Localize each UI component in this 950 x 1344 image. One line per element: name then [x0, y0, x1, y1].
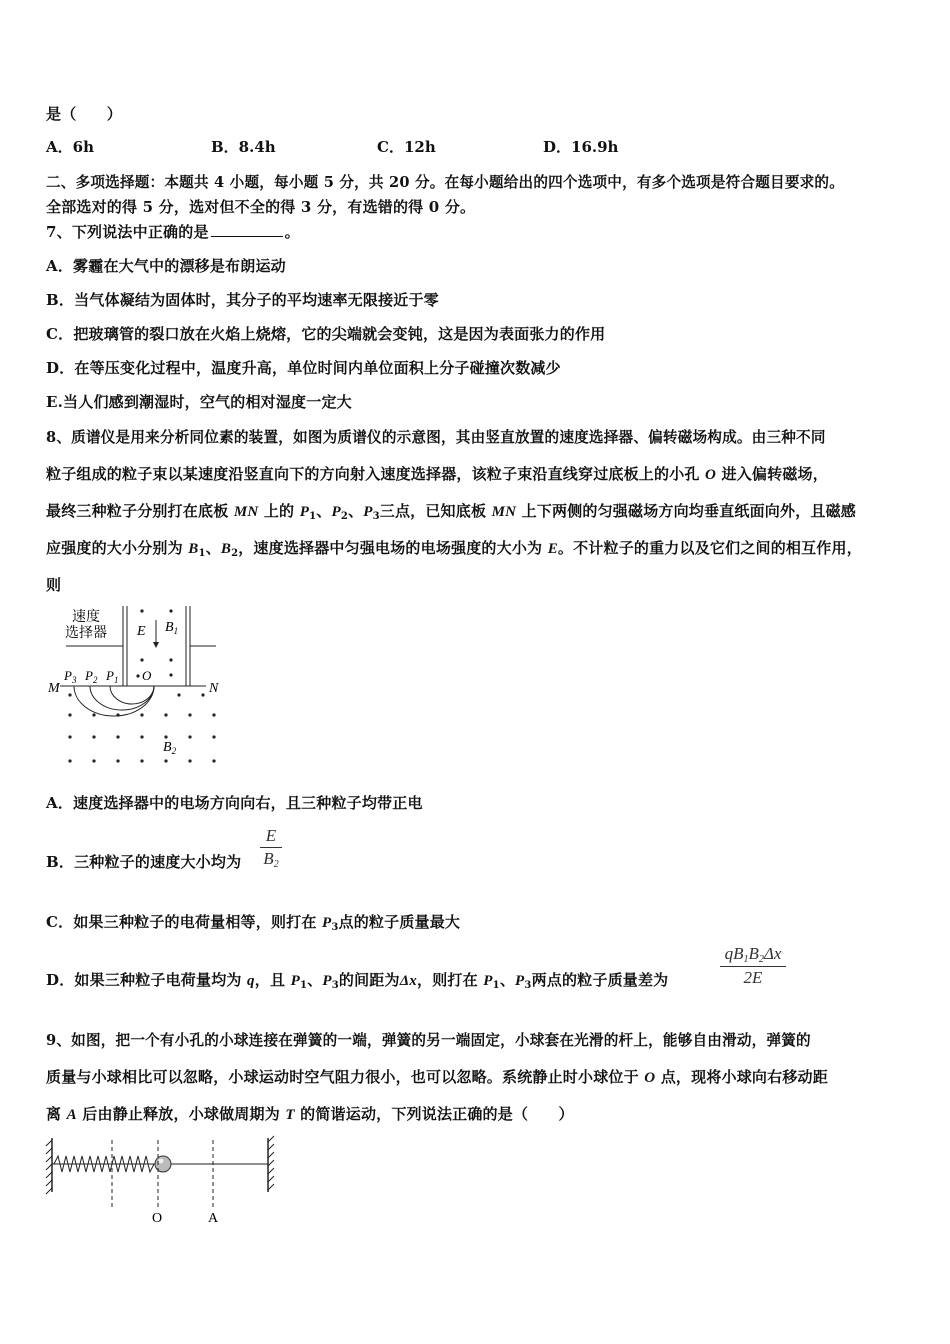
- q8-stem-line1: 8、质谱仪是用来分析同位素的装置，如图为质谱仪的示意图，其由竖直放置的速度选择器、偏转磁场构成。由三种不同: [46, 429, 826, 446]
- mass-spectrometer-figure: [46, 600, 226, 770]
- fig-label-B2: $B_2$: [163, 740, 177, 756]
- q8-option-b-fraction: E $B_2$: [260, 826, 282, 870]
- ball: [155, 1156, 171, 1172]
- field-arrow-head: [153, 642, 159, 648]
- fig-label-E: E: [137, 624, 146, 639]
- q8-option-d: D．如果三种粒子电荷量均为 q，且 $P_1$、$P_3$的间距为Δx，则打在 $P_1$、$P_3$两点的粒子质量差为: [46, 971, 669, 991]
- q8-option-a: A．速度选择器中的电场方向向右，且三种粒子均带正电: [46, 794, 423, 812]
- q8-stem-line3: 最终三种粒子分别打在底板 MN 上的 $P_1$、$P_2$、$P_3$三点，已知底板 MN 上下两侧的匀强磁场方向均垂直纸面向外，且磁感: [46, 502, 857, 522]
- q6-option-b: B．8.4h: [211, 138, 276, 156]
- q8-option-b: B．三种粒子的速度大小均为: [46, 853, 242, 871]
- q7-option-a: A．雾霾在大气中的漂移是布朗运动: [46, 257, 286, 275]
- ball-highlight: [159, 1159, 164, 1164]
- q6-option-a: A．6h: [46, 138, 94, 156]
- fig-label-line2: 选择器: [65, 626, 107, 641]
- section2-header-line2: 全部选对的得 5 分，选对但不全的得 3 分，有选错的得 0 分。: [46, 198, 476, 216]
- fig-label-P2: $P_2$: [85, 668, 98, 685]
- q7-option-e: E.当人们感到潮湿时，空气的相对湿度一定大: [46, 393, 352, 411]
- fig-label-P1: $P_1$: [106, 668, 119, 685]
- q8-stem-line4: 应强度的大小分别为 $B_1$、$B_2$，速度选择器中匀强电场的电场强度的大小为 E。不计粒子的重力以及它们之间的相互作用，: [46, 539, 862, 559]
- fig-label-O: O: [152, 1211, 163, 1226]
- q7-answer-blank: [211, 224, 283, 237]
- fig-label-B1: $B_1$: [165, 620, 179, 636]
- q7-option-d: D．在等压变化过程中，温度升高，单位时间内单位面积上分子碰撞次数减少: [46, 359, 561, 377]
- q8-stem-line5: 则: [46, 576, 62, 594]
- left-wall-hatching: [46, 1140, 52, 1194]
- trajectory-P2: [90, 686, 154, 710]
- q7-option-b: B．当气体凝结为固体时，其分子的平均速率无限接近于零: [46, 291, 439, 309]
- section2-header-line1: 二、多项选择题：本题共 4 小题，每小题 5 分，共 20 分。在每小题给出的四个选项中，有多个选项是符合题目要求的。: [46, 174, 844, 191]
- q8-option-c: C．如果三种粒子的电荷量相等，则打在 $P_3$点的粒子质量最大: [46, 913, 461, 933]
- fig-label-line1: 速度: [72, 610, 100, 625]
- q6-option-d: D．16.9h: [543, 138, 619, 156]
- q7-option-c: C．把玻璃管的裂口放在火焰上烧熔，它的尖端就会变钝，这是因为表面张力的作用: [46, 325, 606, 343]
- trajectory-P3: [74, 686, 154, 716]
- fig-label-O: O: [142, 668, 152, 683]
- spring-oscillator-figure: [40, 1130, 290, 1230]
- fig-dot-O: [136, 674, 139, 677]
- q9-stem-line1: 9、如图，把一个有小孔的小球连接在弹簧的一端，弹簧的另一端固定，小球套在光滑的杆上，能够自由滑动，弹簧的: [46, 1032, 811, 1049]
- q6-option-c: C．12h: [377, 138, 436, 156]
- fig-label-N: N: [209, 681, 219, 696]
- q6-stem-tail: 是（ ）: [46, 105, 123, 123]
- q8-stem-line2: 粒子组成的粒子束以某速度沿竖直向下的方向射入速度选择器，该粒子束沿直线穿过底板上的小孔 O 进入偏转磁场，: [46, 465, 828, 483]
- fig-label-A: A: [208, 1211, 219, 1226]
- q8-option-d-fraction: $qB_1B_2\Delta x$ 2E: [720, 944, 786, 988]
- fig-label-M: M: [48, 681, 60, 696]
- right-wall-hatching: [268, 1136, 274, 1190]
- q7-stem: 7、下列说法中正确的是 。: [46, 223, 300, 241]
- fig-label-P3: $P_3$: [64, 668, 77, 685]
- q9-stem-line2: 质量与小球相比可以忽略，小球运动时空气阻力很小，也可以忽略。系统静止时小球位于 O 点，现将小球向右移动距: [46, 1068, 828, 1086]
- deflection-field-dots: [68, 693, 215, 762]
- q9-stem-line3: 离 A 后由静止释放，小球做周期为 T 的简谐运动，下列说法正确的是（ ）: [46, 1105, 574, 1123]
